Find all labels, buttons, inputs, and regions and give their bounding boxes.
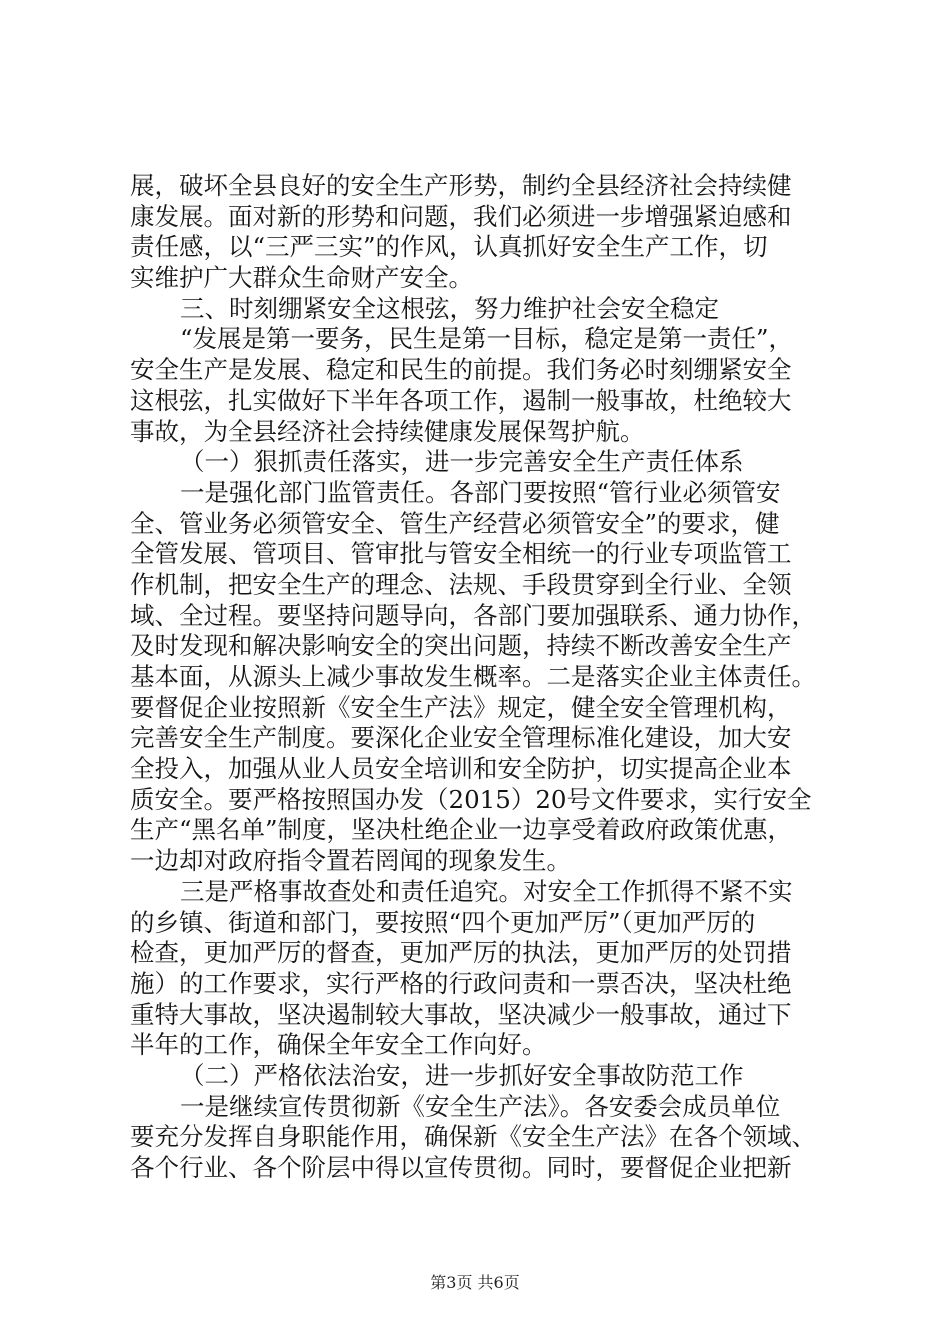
text-line: 作机制，把安全生产的理念、法规、手段贯穿到全行业、全领	[130, 569, 792, 599]
text-line: 事故，为全县经济社会持续健康发展保驾护航。	[130, 416, 645, 446]
text-line: 施）的工作要求，实行严格的行政问责和一票否决，坚决杜绝	[130, 968, 792, 998]
text-line: 康发展。面对新的形势和问题，我们必须进一步增强紧迫感和	[130, 201, 792, 231]
text-line: 实维护广大群众生命财产安全。	[130, 263, 473, 293]
document-body	[130, 171, 844, 1184]
text-line: 要督促企业按照新《安全生产法》规定，健全安全管理机构，	[130, 692, 792, 722]
text-line: 三、时刻绷紧安全这根弦，努力维护社会安全稳定	[180, 293, 719, 323]
text-line: 重特大事故，坚决遏制较大事故，坚决减少一般事故，通过下	[130, 999, 792, 1029]
text-line: （一）狠抓责任落实，进一步完善安全生产责任体系	[180, 447, 744, 477]
text-line: 及时发现和解决影响安全的突出问题，持续不断改善安全生产	[130, 631, 792, 661]
page-footer: 第3页 共6页	[430, 1273, 520, 1292]
text-line: 完善安全生产制度。要深化企业安全管理标准化建设，加大安	[130, 723, 792, 753]
text-line: “发展是第一要务，民生是第一目标，稳定是第一责任”，	[180, 324, 794, 354]
text-line: 一边却对政府指令置若罔闻的现象发生。	[130, 846, 571, 876]
text-line: 安全生产是发展、稳定和民生的前提。我们务必时刻绷紧安全	[130, 355, 792, 385]
text-line: 基本面，从源头上减少事故发生概率。二是落实企业主体责任。	[130, 662, 816, 691]
text-line: 的乡镇、街道和部门，要按照“四个更加严厉”（更加严厉的	[130, 907, 756, 937]
text-line: 生产“黑名单”制度，坚决杜绝企业一边享受着政府政策优惠，	[130, 815, 793, 845]
text-line: 这根弦，扎实做好下半年各项工作，遏制一般事故，杜绝较大	[130, 385, 792, 415]
text-line: 一是继续宣传贯彻新《安全生产法》。各安委会成员单位	[180, 1091, 781, 1121]
text-line: 质安全。要严格按照国办发（2015）20号文件要求，实行安全	[130, 784, 812, 814]
text-line: 检查，更加严厉的督查，更加严厉的执法，更加严厉的处罚措	[130, 938, 792, 968]
text-line: 三是严格事故查处和责任追究。对安全工作抓得不紧不实	[180, 876, 793, 906]
text-line: 全、管业务必须管安全、管生产经营必须管安全”的要求，健	[130, 508, 780, 538]
text-line: 各个行业、各个阶层中得以宣传贯彻。同时，要督促企业把新	[130, 1153, 792, 1182]
text-line: 全投入，加强从业人员安全培训和安全防护，切实提高企业本	[130, 754, 792, 784]
text-line: 展，破坏全县良好的安全生产形势，制约全县经济社会持续健	[130, 171, 792, 200]
text-line: 要充分发挥自身职能作用，确保新《安全生产法》在各个领域、	[130, 1122, 816, 1152]
text-line: 半年的工作，确保全年安全工作向好。	[130, 1030, 547, 1060]
text-line: 一是强化部门监管责任。各部门要按照“管行业必须管安	[180, 477, 781, 507]
text-line: （二）严格依法治安，进一步抓好安全事故防范工作	[180, 1060, 744, 1090]
text-line: 全管发展、管项目、管审批与管安全相统一的行业专项监管工	[130, 539, 792, 569]
text-line: 责任感，以“三严三实”的作风，认真抓好安全生产工作，切	[130, 232, 768, 262]
text-line: 域、全过程。要坚持问题导向，各部门要加强联系、通力协作，	[130, 600, 816, 630]
